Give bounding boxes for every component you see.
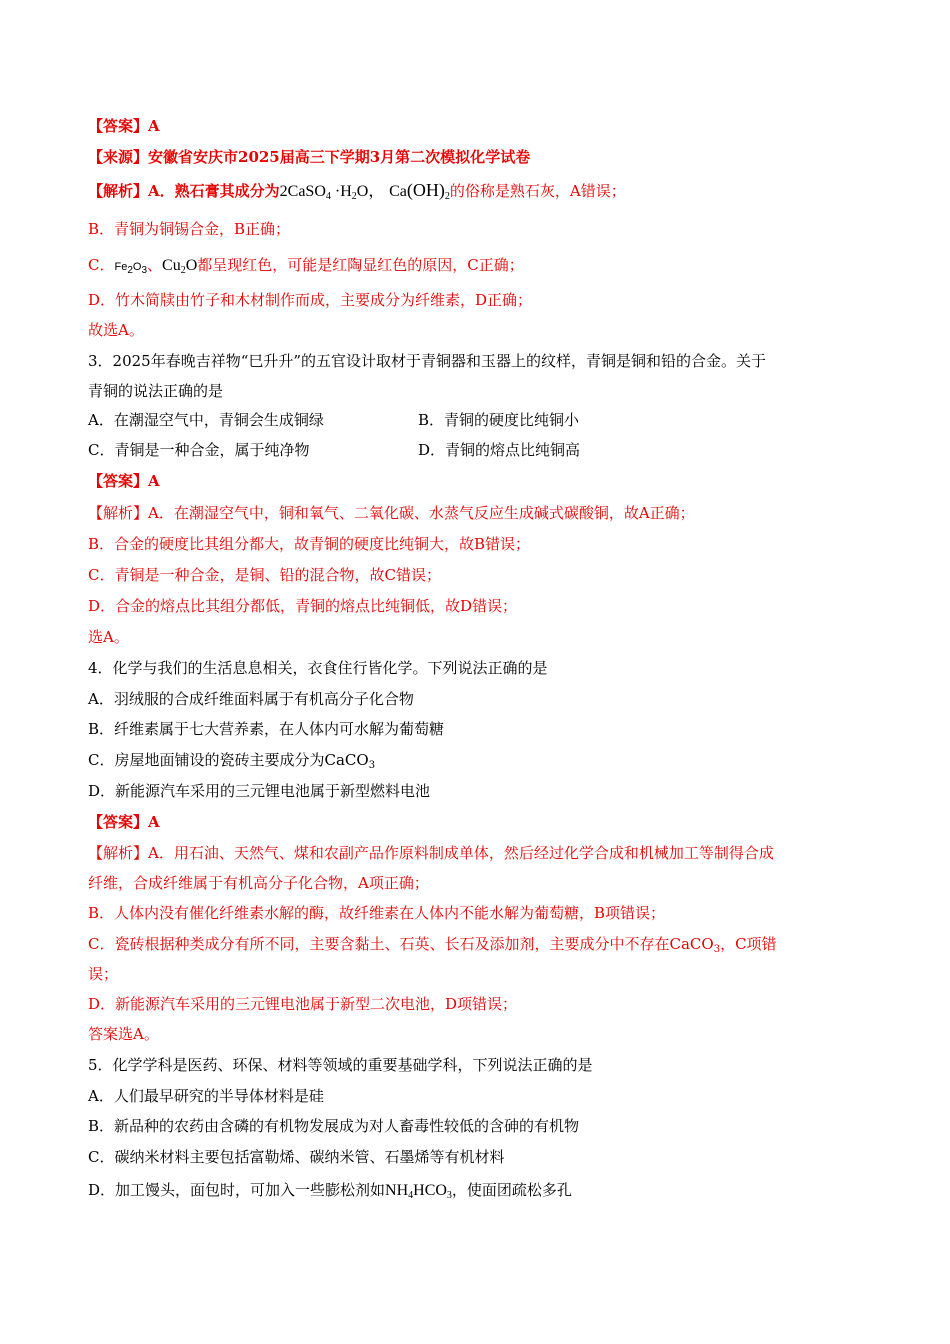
q5-formula-nh4hco3: $NH_4HCO_3$: [385, 1182, 452, 1201]
q5-stem: 5．化学学科是医药、环保、材料等领域的重要基础学科，下列说法正确的是: [88, 1056, 593, 1074]
q4-option-b: B．纤维素属于七大营养素，在人体内可水解为葡萄糖: [88, 720, 445, 738]
q4-analysis-a-line2: 纤维，合成纤维属于有机高分子化合物，A项正确；: [88, 874, 429, 892]
q2-analysis-c: C．$Fe_2O_3$、$Cu_2O$都呈现红色，可能是红陶显红色的原因，C正确；: [88, 256, 524, 276]
q3-stem-line1: 3．2025年春晚吉祥物“巳升升”的五官设计取材于青铜器和玉器上的纹样，青铜是铜和铅的合金。关于: [88, 352, 767, 370]
q4-option-c: C．房屋地面铺设的瓷砖主要成分为CaCO$_3$: [88, 751, 376, 771]
q3-option-d: D．青铜的熔点比纯铜高: [418, 441, 581, 459]
q2-formula-fe2o3: $Fe_2O_3$: [114, 261, 148, 276]
q4-analysis-a-line1: 【解析】A．用石油、天然气、煤和农副产品作原料制成单体，然后经过化学合成和机械加工等制得合成: [88, 844, 774, 862]
q4-analysis-d: D．新能源汽车采用的三元锂电池属于新型二次电池，D项错误；: [88, 995, 518, 1013]
q2-analysis-prefix: 【解析】A．熟石膏其成分为: [88, 182, 280, 200]
q4-conclusion: 答案选A。: [88, 1025, 159, 1043]
q2-conclusion: 故选A。: [88, 321, 144, 339]
q2-formula-caoh2: $Ca(OH)_2$: [389, 180, 450, 202]
q3-analysis-a: 【解析】A．在潮湿空气中，铜和氧气、二氧化碳、水蒸气反应生成碱式碳酸铜，故A正确；: [88, 504, 695, 522]
q2-formula-caso4: 2CaSO$_4$ $\cdot H_2O$，: [279, 183, 385, 202]
q2-answer: 【答案】A: [88, 117, 160, 135]
q3-stem-line2: 青铜的说法正确的是: [88, 382, 224, 400]
q3-conclusion: 选A。: [88, 628, 129, 646]
q3-option-b: B．青铜的硬度比纯铜小: [418, 411, 580, 429]
q4-analysis-c-line2: 误；: [88, 965, 119, 983]
q5-option-c: C．碳纳米材料主要包括富勒烯、碳纳米管、石墨烯等有机材料: [88, 1148, 505, 1166]
q2-analysis-a: [88, 180, 626, 202]
q5-option-d: D．加工馒头，面包时，可加入一些膨松剂如$NH_4HCO_3$，使面团疏松多孔: [88, 1181, 572, 1201]
q3-analysis-c: C．青铜是一种合金，是铜、铅的混合物，故C错误；: [88, 566, 441, 584]
q4-option-a: A．羽绒服的合成纤维面料属于有机高分子化合物: [88, 690, 414, 708]
q3-options-row1: [88, 410, 848, 430]
q2-analysis-a-rest: 的俗称是熟石灰，A错误；: [449, 182, 626, 200]
q2-formula-cu2o: $Cu_2O$: [162, 257, 198, 276]
q3-option-a: A．在潮湿空气中，青铜会生成铜绿: [88, 411, 324, 429]
q5-option-b: B．新品种的农药由含磷的有机物发展成为对人畜毒性较低的含砷的有机物: [88, 1117, 580, 1135]
q4-option-d: D．新能源汽车采用的三元锂电池属于新型燃料电池: [88, 782, 431, 800]
q4-analysis-c-line1: C．瓷砖根据种类成分有所不同，主要含黏土、石英、长石及添加剂，主要成分中不存在CaCO$_3$，C项错: [88, 935, 777, 955]
q5-option-a: A．人们最早研究的半导体材料是硅: [88, 1087, 324, 1105]
q4-stem: 4．化学与我们的生活息息相关，衣食住行皆化学。下列说法正确的是: [88, 659, 548, 677]
q3-analysis-d: D．合金的熔点比其组分都低，青铜的熔点比纯铜低，故D错误；: [88, 597, 518, 615]
q3-analysis-b: B．合金的硬度比其组分都大，故青铜的硬度比纯铜大，故B错误；: [88, 535, 531, 553]
q3-option-c: C．青铜是一种合金，属于纯净物: [88, 441, 310, 459]
q3-answer: 【答案】A: [88, 472, 160, 490]
q2-source: 【来源】安徽省安庆市2025届高三下学期3月第二次模拟化学试卷: [88, 148, 531, 166]
q3-options-row2: [88, 440, 848, 460]
q2-analysis-d: D．竹木简牍由竹子和木材制作而成，主要成分为纤维素，D正确；: [88, 291, 533, 309]
q4-answer: 【答案】A: [88, 813, 160, 831]
q2-analysis-b: B．青铜为铜锡合金，B正确；: [88, 220, 291, 238]
q4-analysis-b: B．人体内没有催化纤维素水解的酶，故纤维素在人体内不能水解为葡萄糖，B项错误；: [88, 904, 666, 922]
